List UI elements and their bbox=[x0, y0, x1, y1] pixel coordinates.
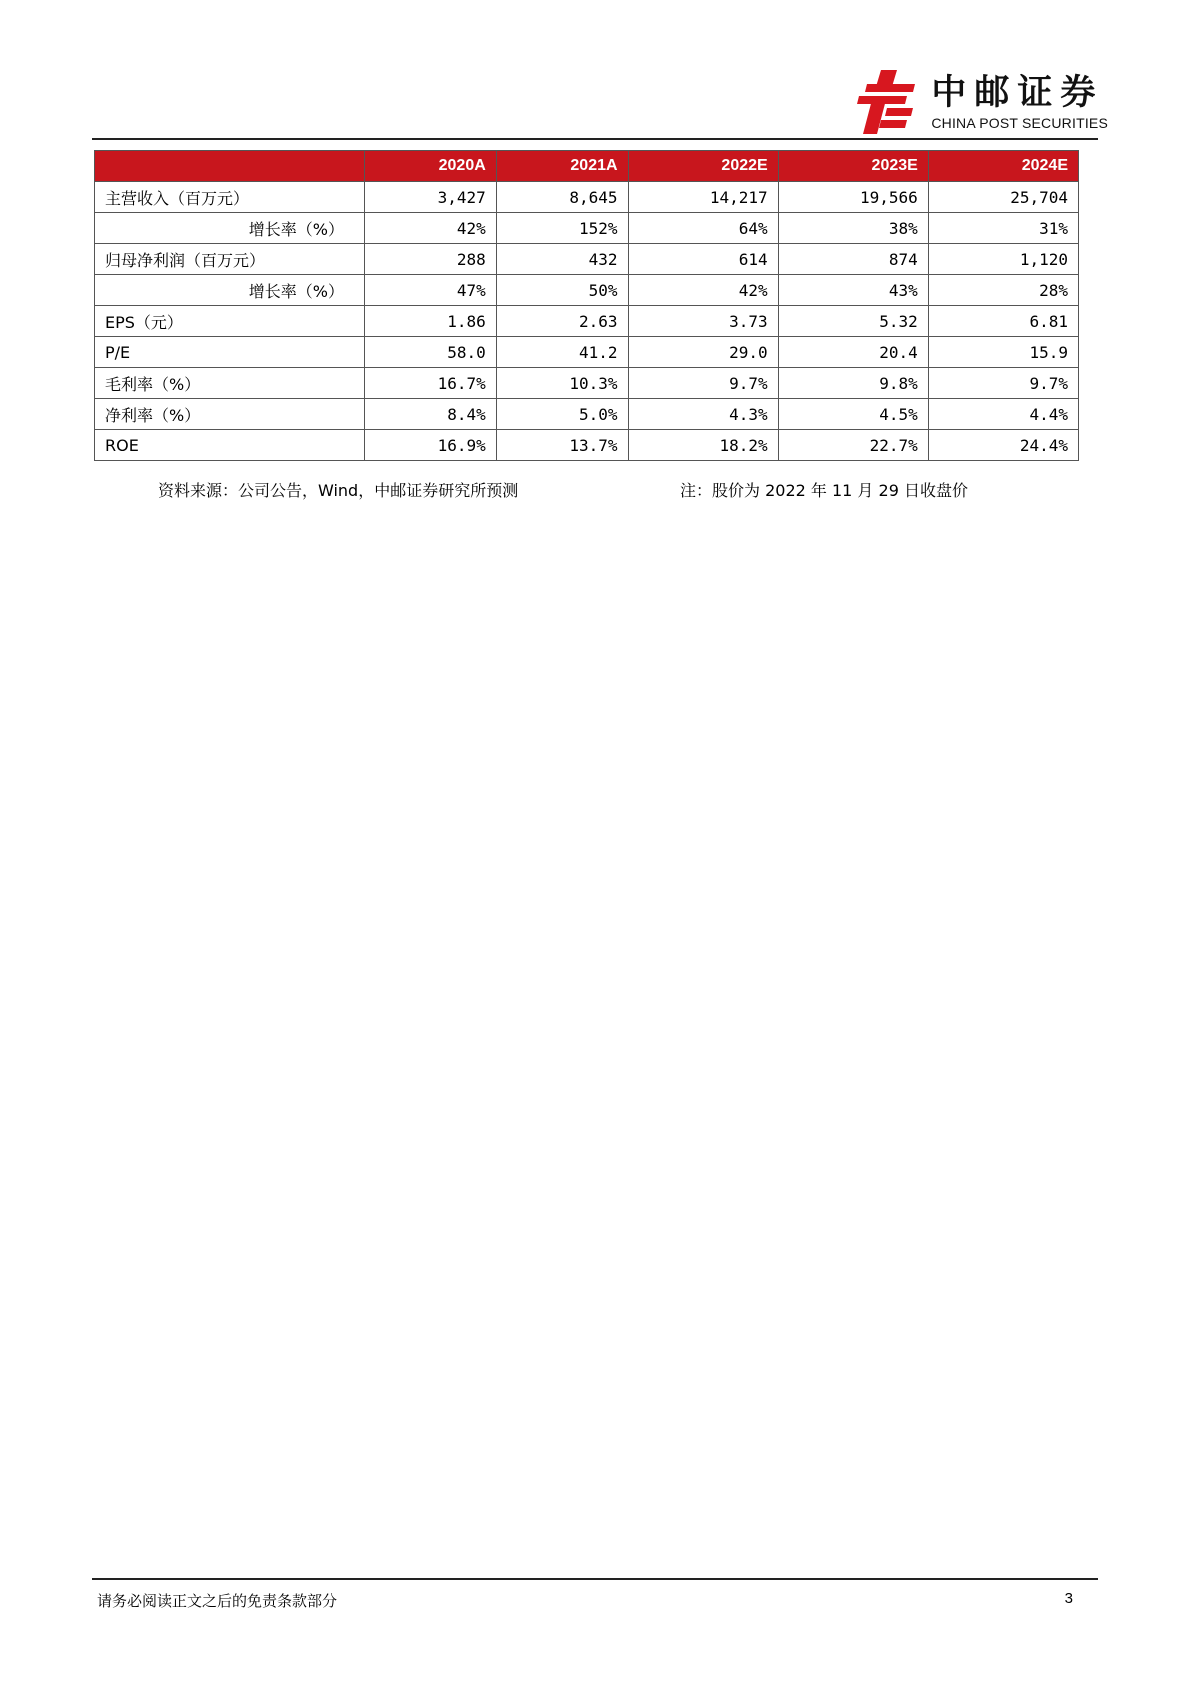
financial-forecast-table bbox=[94, 150, 1079, 461]
brand-name-en: CHINA POST SECURITIES bbox=[931, 115, 1108, 131]
table-cell: 42% bbox=[365, 213, 497, 244]
table-row bbox=[95, 306, 1079, 337]
table-row bbox=[95, 275, 1079, 306]
table-row bbox=[95, 399, 1079, 430]
table-cell: 8,645 bbox=[496, 182, 628, 213]
table-cell: 874 bbox=[778, 244, 928, 275]
table-cell: 16.7% bbox=[365, 368, 497, 399]
page-number: 3 bbox=[1064, 1590, 1073, 1607]
table-cell: 38% bbox=[778, 213, 928, 244]
column-header: 2020A bbox=[365, 151, 497, 182]
table-cell: 6.81 bbox=[928, 306, 1078, 337]
table-cell: 29.0 bbox=[628, 337, 778, 368]
column-header: 2024E bbox=[928, 151, 1078, 182]
table-cell: 19,566 bbox=[778, 182, 928, 213]
table-row bbox=[95, 182, 1079, 213]
table-cell: 43% bbox=[778, 275, 928, 306]
table-cell: 42% bbox=[628, 275, 778, 306]
table-cell: 15.9 bbox=[928, 337, 1078, 368]
table-cell: 24.4% bbox=[928, 430, 1078, 461]
row-label: 增长率（%） bbox=[95, 275, 365, 306]
table-cell: 4.5% bbox=[778, 399, 928, 430]
table-cell: 41.2 bbox=[496, 337, 628, 368]
table-cell: 3.73 bbox=[628, 306, 778, 337]
table-cell: 9.8% bbox=[778, 368, 928, 399]
table-cell: 58.0 bbox=[365, 337, 497, 368]
table-row bbox=[95, 244, 1079, 275]
row-label: 增长率（%） bbox=[95, 213, 365, 244]
table-row bbox=[95, 337, 1079, 368]
row-label: ROE bbox=[95, 430, 365, 461]
table-cell: 9.7% bbox=[928, 368, 1078, 399]
table-cell: 288 bbox=[365, 244, 497, 275]
brand-logo bbox=[853, 68, 1108, 136]
row-label: 净利率（%） bbox=[95, 399, 365, 430]
table-cell: 1.86 bbox=[365, 306, 497, 337]
brand-name-cn: 中邮证券 bbox=[931, 73, 1104, 113]
table-cell: 47% bbox=[365, 275, 497, 306]
table-row bbox=[95, 213, 1079, 244]
row-label: 毛利率（%） bbox=[95, 368, 365, 399]
table-cell: 10.3% bbox=[496, 368, 628, 399]
column-header: 2023E bbox=[778, 151, 928, 182]
table-header-row bbox=[95, 151, 1079, 182]
header-divider bbox=[92, 138, 1098, 140]
row-label: 归母净利润（百万元） bbox=[95, 244, 365, 275]
table-cell: 28% bbox=[928, 275, 1078, 306]
row-label: EPS（元） bbox=[95, 306, 365, 337]
table-cell: 1,120 bbox=[928, 244, 1078, 275]
footer-divider bbox=[92, 1578, 1098, 1580]
row-label: P/E bbox=[95, 337, 365, 368]
table-cell: 20.4 bbox=[778, 337, 928, 368]
disclaimer-text: 请务必阅读正文之后的免责条款部分 bbox=[97, 1592, 338, 1610]
table-cell: 5.0% bbox=[496, 399, 628, 430]
table-cell: 16.9% bbox=[365, 430, 497, 461]
table-cell: 432 bbox=[496, 244, 628, 275]
china-post-logo-icon bbox=[853, 68, 921, 136]
row-label: 主营收入（百万元） bbox=[95, 182, 365, 213]
table-cell: 9.7% bbox=[628, 368, 778, 399]
table-row bbox=[95, 430, 1079, 461]
table-cell: 50% bbox=[496, 275, 628, 306]
table-cell: 4.4% bbox=[928, 399, 1078, 430]
table-cell: 152% bbox=[496, 213, 628, 244]
source-note: 资料来源：公司公告，Wind，中邮证券研究所预测 bbox=[158, 481, 519, 500]
column-header: 2021A bbox=[496, 151, 628, 182]
table-cell: 14,217 bbox=[628, 182, 778, 213]
table-header-corner bbox=[95, 151, 365, 182]
table-cell: 5.32 bbox=[778, 306, 928, 337]
table-cell: 2.63 bbox=[496, 306, 628, 337]
table-body bbox=[95, 182, 1079, 461]
table-cell: 13.7% bbox=[496, 430, 628, 461]
table-cell: 4.3% bbox=[628, 399, 778, 430]
price-note: 注：股价为 2022 年 11 月 29 日收盘价 bbox=[680, 481, 968, 500]
table-cell: 25,704 bbox=[928, 182, 1078, 213]
table-cell: 22.7% bbox=[778, 430, 928, 461]
table-cell: 614 bbox=[628, 244, 778, 275]
table-cell: 64% bbox=[628, 213, 778, 244]
table-row bbox=[95, 368, 1079, 399]
table-cell: 31% bbox=[928, 213, 1078, 244]
column-header: 2022E bbox=[628, 151, 778, 182]
table-cell: 18.2% bbox=[628, 430, 778, 461]
table-cell: 3,427 bbox=[365, 182, 497, 213]
table-cell: 8.4% bbox=[365, 399, 497, 430]
